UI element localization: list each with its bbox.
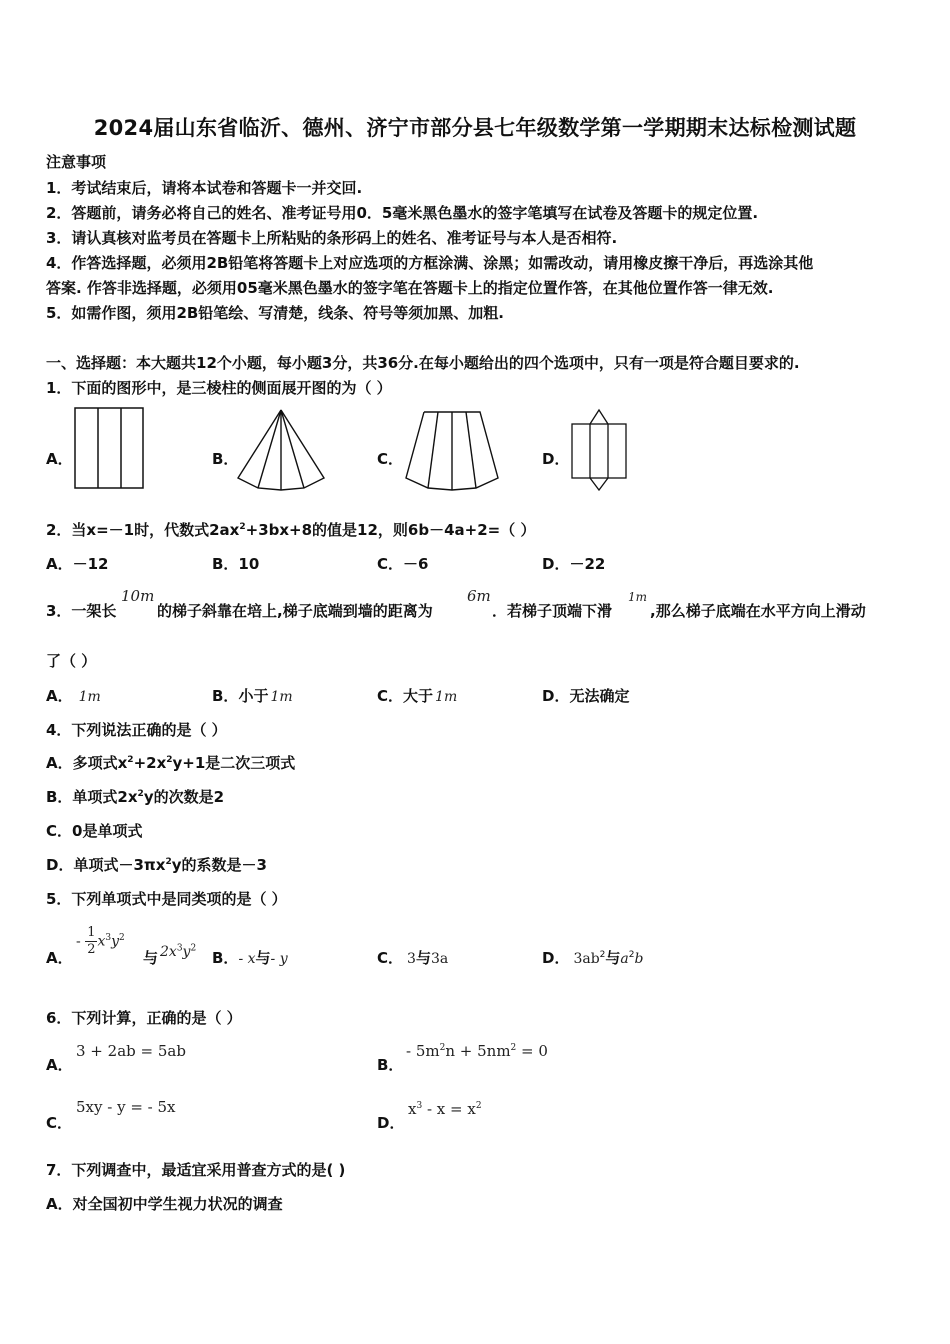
notice-item-2: 2．答题前，请务必将自己的姓名、准考证号用0．5毫米黑色墨水的签字笔填写在试卷及答题卡的规定位置. [46, 204, 759, 222]
q3-math-10m: 10m [121, 587, 155, 605]
q7-stem: 7．下列调查中，最适宜采用普查方式的是( ) [46, 1161, 346, 1179]
q5-option-a-and: 与 [143, 949, 159, 967]
q1-label-a[interactable]: A． [46, 450, 73, 468]
section-heading: 一、选择题：本大题共12个小题，每小题3分，共36分.在每小题给出的四个选项中，只有一项是符合题目要求的. [46, 354, 800, 372]
q1-label-d[interactable]: D． [542, 450, 570, 468]
q3-stem-part4: ,那么梯子底端在水平方向上滑动 [650, 602, 866, 620]
q6-option-c-expr: 5xy - y = - 5x [76, 1098, 176, 1116]
q1-figure-b [236, 408, 326, 490]
q5-stem: 5．下列单项式中是同类项的是（ ） [46, 890, 287, 908]
q5-option-d[interactable]: D． $3ab^2$与$a^2b$ [542, 949, 644, 967]
q5-option-b[interactable]: B．- x与- y [212, 949, 288, 967]
q1-figure-c [404, 410, 500, 490]
q3-math-1m: 1m [628, 590, 648, 604]
q1-figure-a [73, 406, 145, 490]
q3-stem-part2: 的梯子斜靠在培上,梯子底端到墙的距离为 [157, 602, 433, 620]
q1-figure-d [570, 408, 628, 492]
q6-option-d-expr: $x^3 - x = x^2$ [408, 1100, 482, 1118]
q3-stem-part1: 3．一架长 [46, 602, 117, 620]
q2-option-c[interactable]: C．－6 [377, 555, 429, 573]
q4-stem: 4．下列说法正确的是（ ） [46, 721, 227, 739]
q6-stem: 6．下列计算，正确的是（ ） [46, 1009, 242, 1027]
q5-option-a-label[interactable]: A． [46, 949, 73, 967]
q4-option-b[interactable]: B．单项式$2x^2y$的次数是2 [46, 788, 225, 806]
q5-option-c[interactable]: C． 3与3a [377, 949, 449, 967]
notice-item-4-cont: 答案. 作答非选择题，必须用05毫米黑色墨水的签字笔在答题卡上的指定位置作答，在其他位置作答一律无效. [46, 279, 774, 297]
q5-option-a-expr: - $\frac{1}{2}$ $x^3y^2$ [76, 925, 125, 957]
q7-option-a[interactable]: A．对全国初中学生视力状况的调查 [46, 1195, 283, 1213]
q2-stem: 2．当x=－1时，代数式$2ax^2+3bx+8$的值是12，则6b－4a+2=（ ） [46, 521, 536, 539]
q3-stem-part3: ．若梯子顶端下滑 [492, 602, 613, 620]
q4-option-a[interactable]: A．多项式$x^2+2x^2y+1$是二次三项式 [46, 754, 296, 772]
q6-option-d-label[interactable]: D． [377, 1114, 405, 1132]
q1-label-b[interactable]: B． [212, 450, 239, 468]
q3-option-b[interactable]: B．小于 1m [212, 687, 293, 705]
q2-option-a[interactable]: A．－12 [46, 555, 109, 573]
notice-item-4: 4．作答选择题，必须用2B铅笔将答题卡上对应选项的方框涂满、涂黑；如需改动，请用橡皮擦干净后，再选涂其他 [46, 254, 814, 272]
q4-option-d[interactable]: D．单项式$-3\pi x^2y$的系数是－3 [46, 856, 267, 874]
q3-option-a[interactable]: A． 1m [46, 687, 101, 705]
q6-option-c-label[interactable]: C． [46, 1114, 73, 1132]
notice-heading: 注意事项 [46, 153, 107, 171]
q6-option-b-label[interactable]: B． [377, 1056, 404, 1074]
q3-option-d[interactable]: D．无法确定 [542, 687, 630, 705]
q6-option-a-label[interactable]: A． [46, 1056, 73, 1074]
q3-option-c[interactable]: C．大于 1m [377, 687, 458, 705]
q5-option-a-expr2: $2x^3y^2$ [160, 943, 197, 960]
q1-stem: 1．下面的图形中，是三棱柱的侧面展开图的为（ ） [46, 379, 392, 397]
q1-label-c[interactable]: C． [377, 450, 404, 468]
q6-option-a-expr: 3 + 2ab = 5ab [76, 1042, 186, 1060]
q3-math-6m: 6m [467, 587, 491, 605]
q6-option-b-expr: - $5m^2n + 5nm^2 = 0$ [406, 1042, 548, 1060]
q4-option-c[interactable]: C．0是单项式 [46, 822, 143, 840]
q2-option-b[interactable]: B．10 [212, 555, 260, 573]
q3-stem-part5: 了（ ） [46, 652, 97, 670]
page-title: 2024届山东省临沂、德州、济宁市部分县七年级数学第一学期期末达标检测试题 [93, 116, 857, 140]
notice-item-1: 1．考试结束后，请将本试卷和答题卡一并交回. [46, 179, 363, 197]
q2-option-d[interactable]: D．－22 [542, 555, 606, 573]
notice-item-3: 3．请认真核对监考员在答题卡上所粘贴的条形码上的姓名、准考证号与本人是否相符. [46, 229, 618, 247]
notice-item-5: 5．如需作图，须用2B铅笔绘、写清楚，线条、符号等须加黑、加粗. [46, 304, 505, 322]
